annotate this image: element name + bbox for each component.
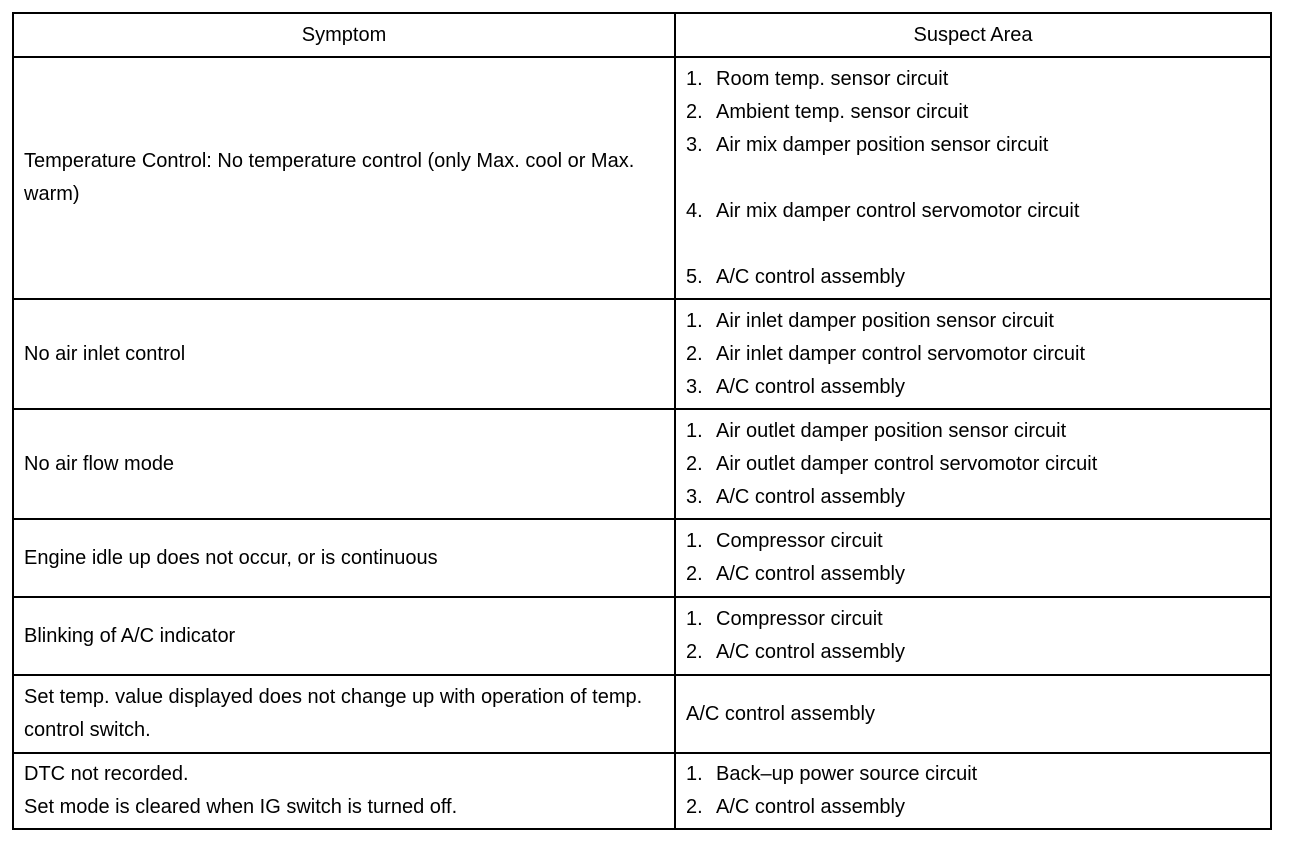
symptom-cell [13, 675, 675, 753]
suspect-text: A/C control assembly [686, 702, 875, 725]
symptom-text: Engine idle up does not occur, or is continuous [24, 546, 438, 569]
symptom-cell [13, 299, 675, 409]
item-number: 2. [686, 796, 703, 818]
item-text: A/C control assembly [716, 641, 905, 663]
suspect-cell [675, 57, 1271, 299]
item-text: A/C control assembly [716, 375, 905, 398]
table-row [13, 409, 1271, 519]
suspect-item [686, 261, 1260, 294]
item-text: Air outlet damper position sensor circuit [716, 419, 1067, 442]
item-number: 1. [686, 608, 703, 630]
item-number: 1. [686, 530, 703, 552]
item-number: 1. [686, 763, 703, 785]
suspect-item [686, 338, 1260, 371]
symptom-cell [13, 597, 675, 675]
item-text: Ambient temp. sensor circuit [716, 100, 969, 123]
item-text: Compressor circuit [716, 530, 883, 552]
suspect-item [686, 371, 1260, 404]
symptom-cell [13, 409, 675, 519]
item-text: Room temp. sensor circuit [716, 67, 949, 90]
item-number: 2. [686, 342, 703, 365]
item-text: A/C control assembly [716, 796, 905, 818]
suspect-list [686, 415, 1260, 514]
suspect-list [686, 603, 1260, 669]
suspect-cell [675, 597, 1271, 675]
symptom-text: Temperature Control: No temperature control (only Max. cool or Max. warm) [24, 150, 635, 205]
item-text: Back–up power source circuit [716, 763, 978, 785]
item-text: Air mix damper control servomotor circuit [716, 199, 1080, 222]
suspect-list [686, 525, 1260, 591]
item-number: 3. [686, 375, 703, 398]
symptom-line: Set mode is cleared when IG switch is turned off. [24, 796, 458, 818]
suspect-item [686, 525, 1260, 558]
suspect-item [686, 558, 1260, 591]
item-text: Air mix damper position sensor circuit [716, 133, 1049, 156]
symptom-line: DTC not recorded. [24, 763, 189, 785]
item-text: Air inlet damper control servomotor circuit [716, 342, 1086, 365]
table-row [13, 675, 1271, 753]
header-suspect-area: Suspect Area [675, 13, 1271, 57]
item-number: 1. [686, 309, 703, 332]
item-number: 1. [686, 67, 703, 90]
item-text: Air inlet damper position sensor circuit [716, 309, 1054, 332]
table-row [13, 57, 1271, 299]
suspect-item [686, 96, 1260, 129]
suspect-cell [675, 753, 1271, 829]
suspect-list [686, 63, 1260, 294]
item-number: 3. [686, 133, 703, 156]
suspect-item [686, 758, 1260, 791]
suspect-item [686, 481, 1260, 514]
symptom-cell [13, 519, 675, 597]
item-text: Air outlet damper control servomotor circuit [716, 452, 1098, 475]
symptom-text: No air flow mode [24, 452, 175, 475]
suspect-item [686, 63, 1260, 96]
header-symptom: Symptom [13, 13, 675, 57]
suspect-cell [675, 409, 1271, 519]
symptom-text: No air inlet control [24, 342, 186, 365]
symptom-text: Set temp. value displayed does not change up with operation of temp. control switch. [24, 686, 643, 741]
symptom-text: Blinking of A/C indicator [24, 624, 236, 647]
suspect-item [686, 448, 1260, 481]
suspect-item [686, 791, 1260, 824]
item-number: 2. [686, 563, 703, 585]
item-text: A/C control assembly [716, 485, 905, 508]
item-text: A/C control assembly [716, 265, 905, 288]
item-number: 2. [686, 452, 703, 475]
item-text: A/C control assembly [716, 563, 905, 585]
table-row [13, 753, 1271, 829]
suspect-item [686, 636, 1260, 669]
table-row [13, 519, 1271, 597]
symptom-table [12, 12, 1272, 830]
suspect-list [686, 305, 1260, 404]
suspect-item [686, 195, 1260, 228]
suspect-item [686, 129, 1260, 162]
item-number: 3. [686, 485, 703, 508]
item-number: 2. [686, 100, 703, 123]
item-number: 2. [686, 641, 703, 663]
suspect-cell [675, 675, 1271, 753]
symptom-cell [13, 753, 675, 829]
item-number: 1. [686, 419, 703, 442]
suspect-item [686, 603, 1260, 636]
table-row [13, 299, 1271, 409]
item-number: 4. [686, 199, 703, 222]
header-row [13, 13, 1271, 57]
suspect-item [686, 305, 1260, 338]
symptom-cell [13, 57, 675, 299]
suspect-item [686, 415, 1260, 448]
suspect-list [686, 758, 1260, 824]
item-number: 5. [686, 265, 703, 288]
suspect-cell [675, 519, 1271, 597]
suspect-cell [675, 299, 1271, 409]
item-text: Compressor circuit [716, 608, 883, 630]
table-row [13, 597, 1271, 675]
